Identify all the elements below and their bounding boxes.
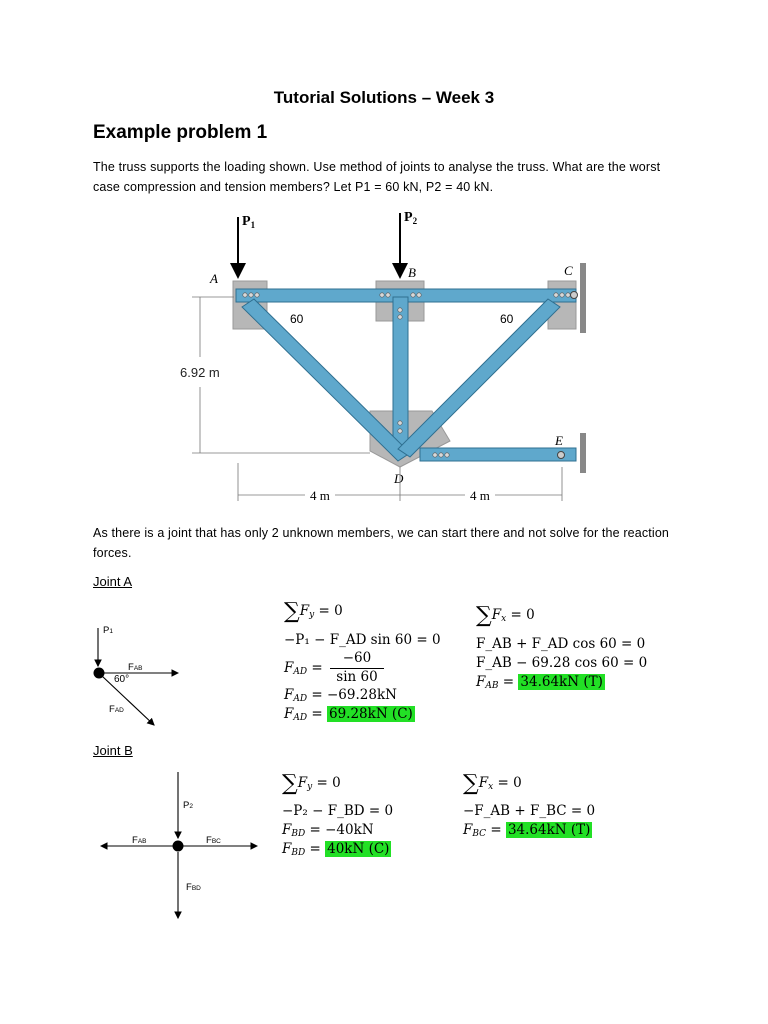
highlight-fbd: 40kN (C) xyxy=(327,841,390,857)
truss-figure xyxy=(170,205,610,510)
joint-a-frac-den: sin 60 xyxy=(336,669,378,685)
span-left-label: 4 m xyxy=(310,488,330,503)
node-d: D xyxy=(394,471,404,486)
joint-a-result-fab: $F_{AB} = 34.64kN$ (T) xyxy=(476,674,603,691)
joint-b-eq1: −P₂ − F_BD = 0 xyxy=(282,803,394,819)
joint-b-p2-label: P2 xyxy=(183,800,193,811)
load-p1-label: $P_1$ xyxy=(242,214,256,230)
span-dimension xyxy=(238,463,562,501)
joint-b-fbd xyxy=(95,768,265,923)
joint-b-node xyxy=(173,841,184,852)
joint-b-result-fbc: $F_{BC} = 34.64kN$ (T) xyxy=(463,822,591,839)
joint-a-eq-x2: F_AB − 69.28 cos 60 = 0 xyxy=(476,655,648,671)
joint-a-frac-num: −60 xyxy=(342,650,372,666)
node-a: A xyxy=(210,271,218,286)
joint-b-heading: Joint B xyxy=(93,743,133,758)
joint-a-eq1: −P₁ − F_AD sin 60 = 0 xyxy=(284,632,441,648)
truss-members xyxy=(236,289,576,461)
highlight-fbc: 34.64kN (T) xyxy=(507,822,591,838)
highlight-fad: 69.28kN (C) xyxy=(329,706,413,722)
joint-b-fbd-label: FBD xyxy=(186,882,201,893)
joint-a-fad-label: FAD xyxy=(109,704,124,715)
explanation-paragraph: As there is a joint that has only 2 unknown members, we can start there and not solve for the reaction forces. xyxy=(93,526,670,560)
joint-a-sum-fx: $\sum F_x = 0$ xyxy=(476,603,535,628)
joint-a-p1-label: P1 xyxy=(103,625,113,636)
section-heading: Example problem 1 xyxy=(93,122,268,143)
joint-a-node xyxy=(94,668,105,679)
joint-a-fad-lhs: $F_{AD}$ = xyxy=(284,660,323,677)
pin-e xyxy=(558,452,565,459)
node-e: E xyxy=(555,433,563,448)
node-b: B xyxy=(408,265,416,280)
joint-b-result-fbd: $F_{BD} = 40kN$ (C) xyxy=(282,841,390,858)
joint-b-sum-fy: $\sum F_y = 0$ xyxy=(282,771,341,796)
pin-c xyxy=(571,292,578,299)
joint-b-eq2: $F_{BD} = -40kN$ xyxy=(282,822,374,839)
joint-a-result-fad: $F_{AD} = 69.28kN$ (C) xyxy=(284,706,413,723)
joint-a-sum-fy: $\sum F_y = 0$ xyxy=(284,599,343,624)
intro-paragraph: The truss supports the loading shown. Use method of joints to analyse the truss. What are the worst case compression and tension members? Let P1 = 60 kN, P2 = 40 kN. xyxy=(93,160,661,194)
joint-a-eq-x1: F_AB + F_AD cos 60 = 0 xyxy=(476,636,646,652)
joint-a-fab-label: FAB xyxy=(128,662,143,673)
joint-a-angle-label: 60° xyxy=(114,674,130,685)
wall-supports xyxy=(580,263,586,473)
span-right-label: 4 m xyxy=(470,488,490,503)
height-label: 6.92 m xyxy=(180,365,220,380)
joint-b-fbc-label: FBC xyxy=(206,835,221,846)
node-c: C xyxy=(564,263,573,278)
angle-right-label: 60 xyxy=(500,312,514,326)
joint-b-fab-label: FAB xyxy=(132,835,147,846)
joint-a-eq3: $F_{AD} = -69.28kN$ xyxy=(284,687,397,704)
page-title: Tutorial Solutions – Week 3 xyxy=(273,88,495,107)
load-p2-label: $P_2$ xyxy=(404,210,418,226)
joint-a-heading: Joint A xyxy=(93,574,133,589)
joint-b-eq-x1: −F_AB + F_BC = 0 xyxy=(463,803,596,819)
joint-b-sum-fx: $\sum F_x = 0$ xyxy=(463,771,522,796)
highlight-fab: 34.64kN (T) xyxy=(520,674,603,690)
angle-left-label: 60 xyxy=(290,312,304,326)
